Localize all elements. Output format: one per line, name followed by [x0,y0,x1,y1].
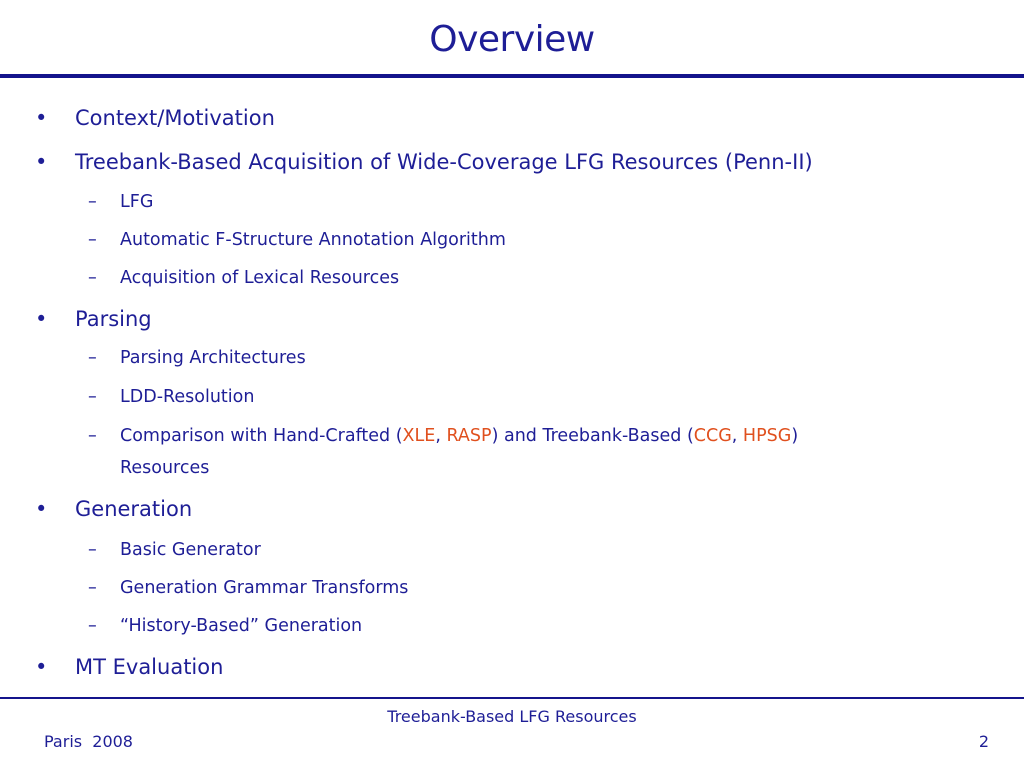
hpsg-highlight: HPSG [742,426,792,446]
xle-highlight: XLE [402,426,436,446]
slide-title: Overview [429,19,595,60]
bullet-icon: • [35,150,48,174]
dash-icon: – [88,426,97,446]
footer-location-date: Paris 2008 [44,732,133,751]
subbullet-text: “History-Based” Generation [120,616,363,636]
subbullet-text: Parsing Architectures [120,348,306,368]
bullet-text: MT Evaluation [75,655,224,679]
bullet-icon: • [35,307,48,331]
bullet-text: Parsing [75,307,152,331]
subbullet-text: LFG [120,192,154,212]
subbullet-text: Acquisition of Lexical Resources [120,268,400,288]
dash-icon: – [88,348,97,368]
comparison-text-part: , [731,426,743,446]
bullet-text: Treebank-Based Acquisition of Wide-Coverage LFG Resources (Penn-II) [75,150,813,174]
ccg-highlight: CCG [693,426,732,446]
dash-icon: – [88,578,97,598]
comparison-text-part: ) [791,426,799,446]
comparison-text-part: ) and Treebank-Based ( [491,426,694,446]
dash-icon: – [88,268,97,288]
dash-icon: – [88,540,97,560]
subbullet-text: LDD-Resolution [120,387,255,407]
title-rule [0,74,1024,78]
bullet-icon: • [35,497,48,521]
subbullet-text: Resources [120,458,210,478]
subbullet-text: Automatic F-Structure Annotation Algorithm [120,230,506,250]
subbullet-text: Generation Grammar Transforms [120,578,409,598]
footer-title: Treebank-Based LFG Resources [387,707,637,726]
dash-icon: – [88,192,97,212]
comparison-text-part: Comparison with Hand-Crafted ( [120,426,403,446]
bullet-icon: • [35,655,48,679]
footer-rule [0,697,1024,699]
bullet-text: Generation [75,497,193,521]
page-number: 2 [978,732,989,751]
dash-icon: – [88,387,97,407]
comparison-text-part: , [435,426,447,446]
bullet-text: Context/Motivation [75,106,275,130]
rasp-highlight: RASP [446,426,492,446]
subbullet-text [120,424,798,448]
dash-icon: – [88,230,97,250]
subbullet-text: Basic Generator [120,540,261,560]
bullet-icon: • [35,106,48,130]
dash-icon: – [88,616,97,636]
